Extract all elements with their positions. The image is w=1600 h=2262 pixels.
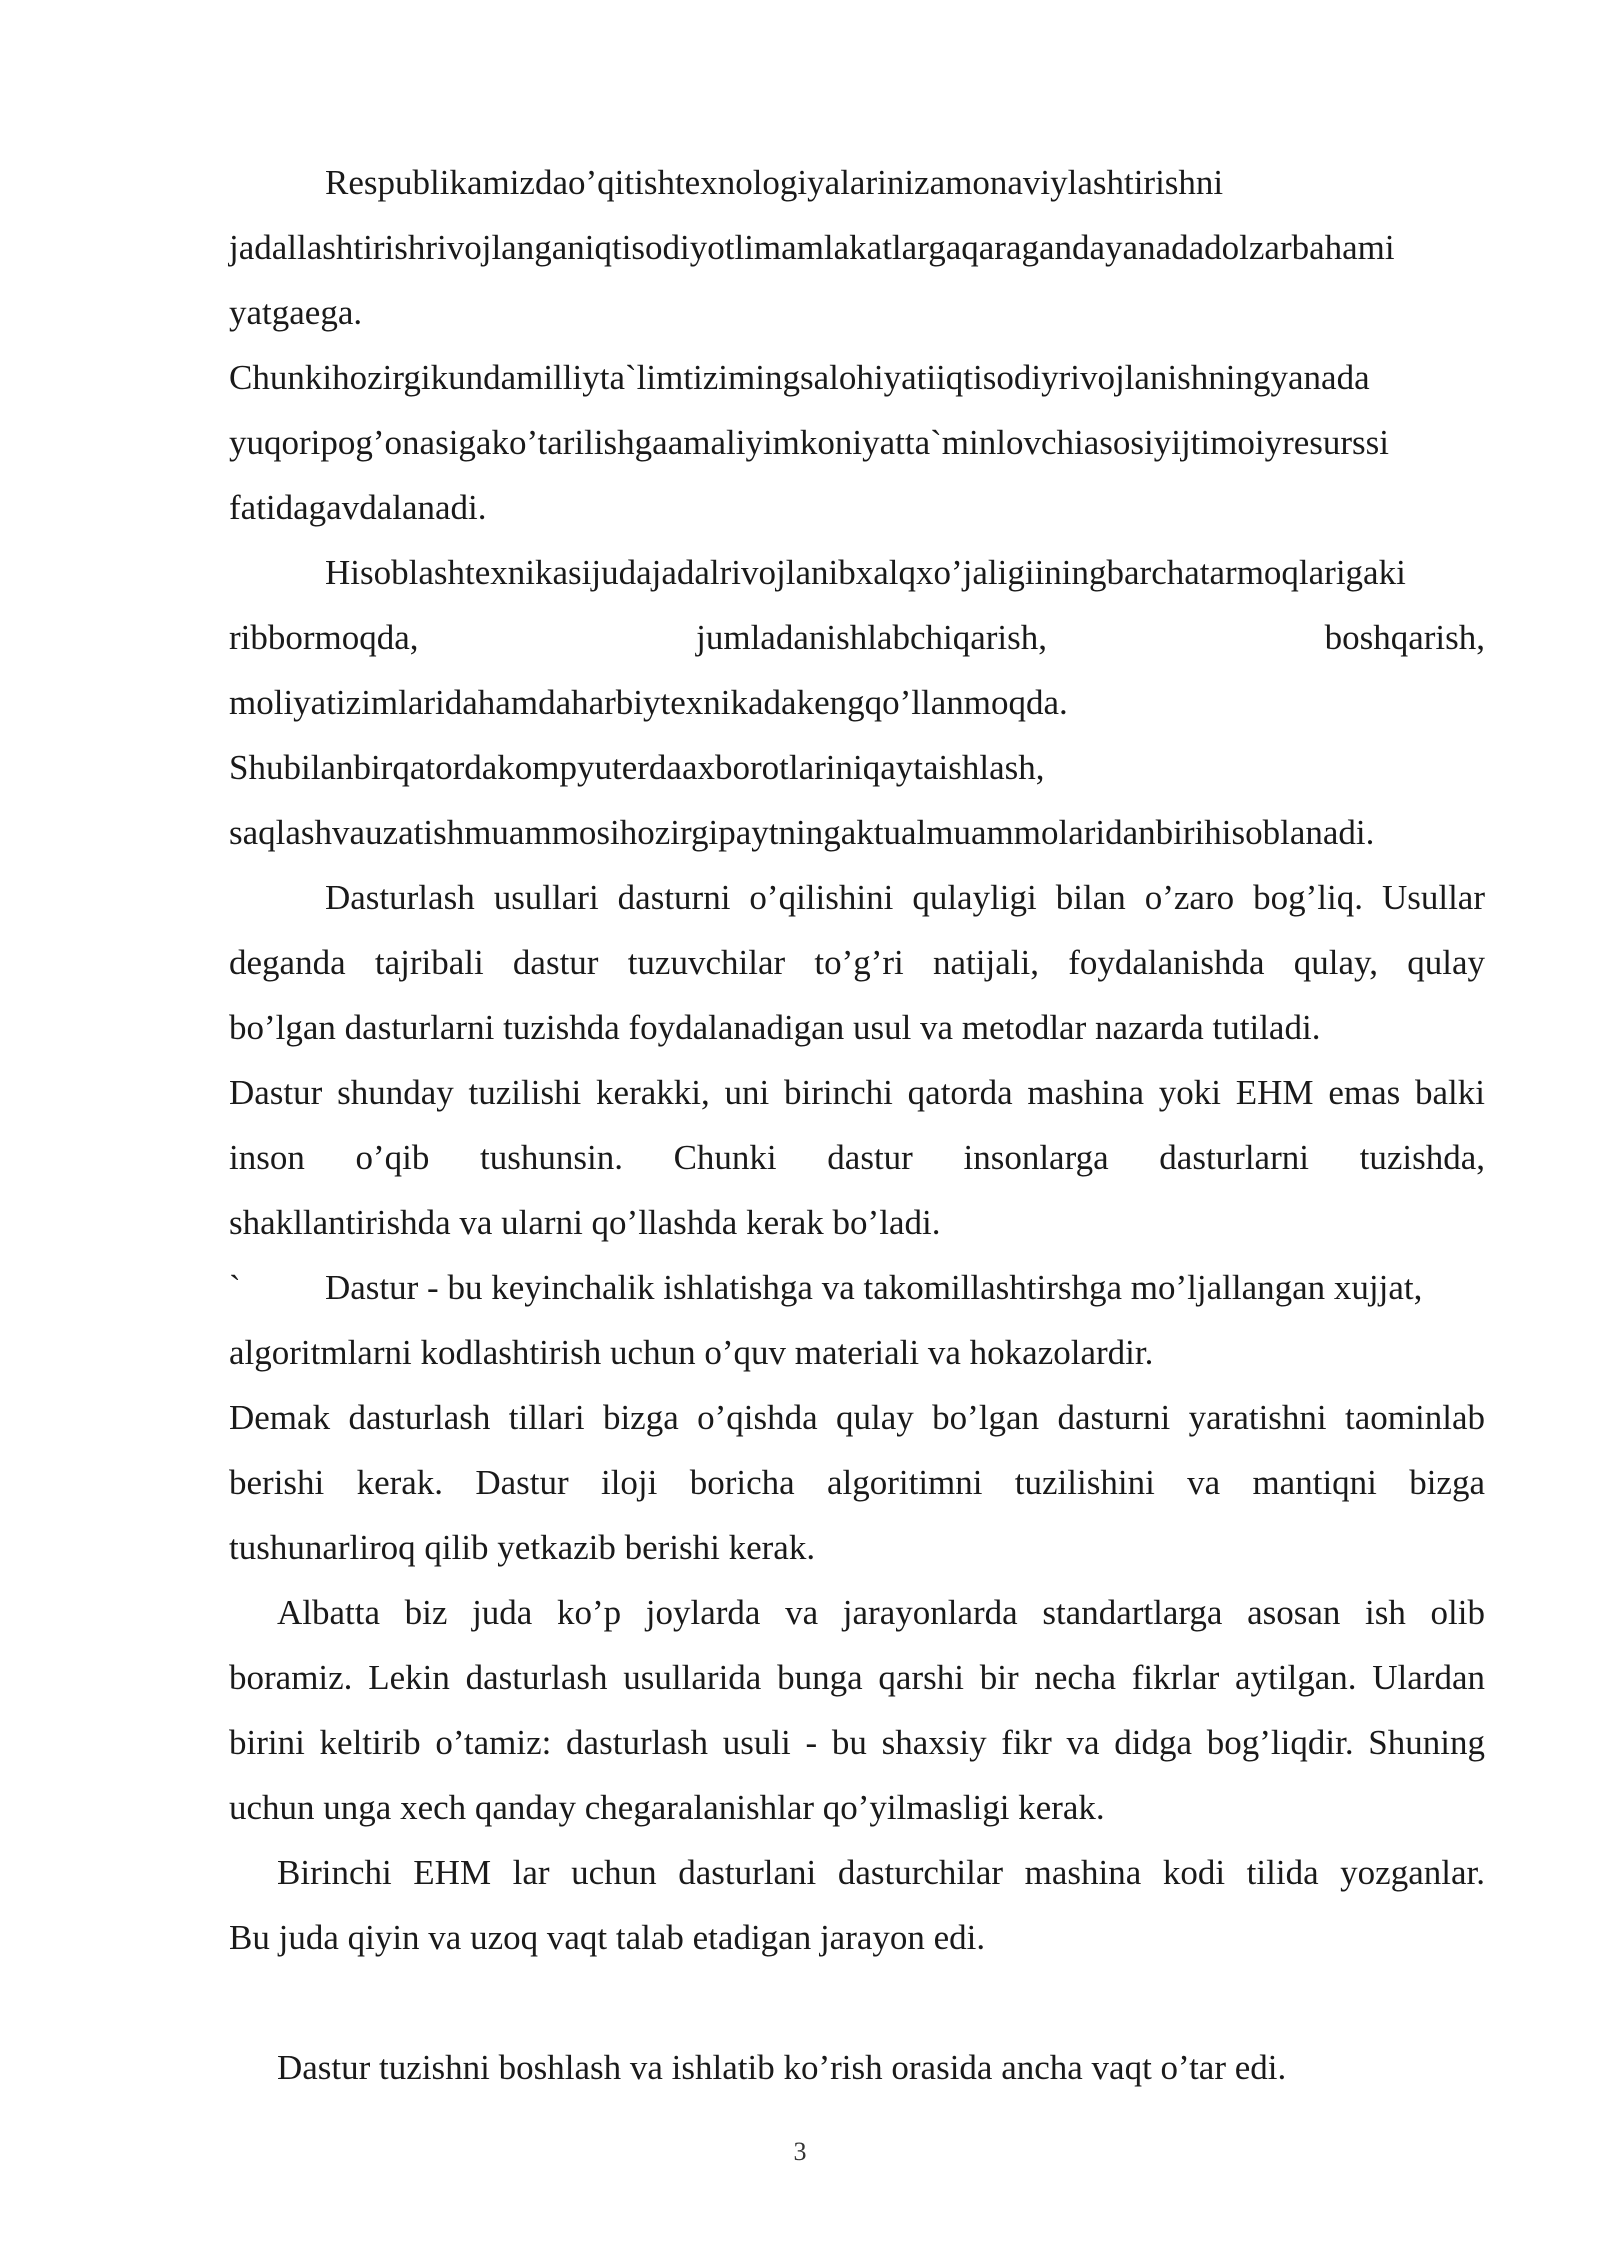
text-line: Dastur shunday tuzilishi kerakki, uni birinchi qatorda mashina yoki EHM emas balki [229, 1073, 1485, 1112]
text-line: Demak dasturlash tillari bizga o’qishda qulay bo’lgan dasturni yaratishni taominlab [229, 1398, 1485, 1437]
text-line: Birinchi EHM lar uchun dasturlani dasturchilar mashina kodi tilida yozganlar. [277, 1853, 1485, 1892]
text-line: algoritmlarni kodlashtirish uchun o’quv materiali va hokazolardir. [229, 1333, 1154, 1372]
text-line: jadallashtirishrivojlanganiqtisodiyotlimamlakatlargaqaragandayanadadolzarbahami [229, 228, 1395, 267]
text-line: bo’lgan dasturlarni tuzishda foydalanadigan usul va metodlar nazarda tutiladi. [229, 1008, 1321, 1047]
text-line: deganda tajribali dastur tuzuvchilar to’g’ri natijali, foydalanishda qulay, qulay [229, 943, 1485, 982]
text-line: tushunarliroq qilib yetkazib berishi kerak. [229, 1528, 816, 1567]
text-line: fatidagavdalanadi. [229, 488, 487, 527]
text-line: saqlashvauzatishmuammosihozirgipaytningaktualmuammolaridanbirihisoblanadi. [229, 813, 1375, 852]
text-line: yatgaega. [229, 293, 363, 332]
text-line: ribbormoqda, jumladanishlabchiqarish, boshqarish, [229, 618, 1485, 657]
text-line: Hisoblashtexnikasijudajadalrivojlanibxalqxo’jaligiiningbarchatarmoqlarigaki [325, 553, 1406, 592]
text-line: inson o’qib tushunsin. Chunki dastur insonlarga dasturlarni tuzishda, [229, 1138, 1485, 1177]
text-line: uchun unga xech qanday chegaralanishlar qo’yilmasligi kerak. [229, 1788, 1105, 1827]
text-line: berishi kerak. Dastur iloji boricha algoritimni tuzilishini va mantiqni bizga [229, 1463, 1485, 1502]
text-line: moliyatizimlaridahamdaharbiytexnikadakengqo’llanmoqda. [229, 683, 1068, 722]
text-line: Bu juda qiyin va uzoq vaqt talab etadigan jarayon edi. [229, 1918, 986, 1957]
text-line: Respublikamizdao’qitishtexnologiyalarinizamonaviylashtirishni [325, 163, 1224, 202]
text-line: Shubilanbirqatordakompyuterdaaxborotlariniqaytaishlash, [229, 748, 1045, 787]
paragraph-gap [229, 1970, 1485, 2035]
text-line: Chunkihozirgikundamilliyta`limtizimingsalohiyatiiqtisodiyrivojlanishningyanada [229, 358, 1370, 397]
text-line-with-mark [229, 1255, 1485, 1320]
page-number: 3 [793, 2137, 807, 2166]
text-line: Dastur - bu keyinchalik ishlatishga va takomillashtirshga mo’ljallangan xujjat, [325, 1268, 1423, 1307]
text-line: birini keltirib o’tamiz: dasturlash usuli - bu shaxsiy fikr va didga bog’liqdir. Shuning [229, 1723, 1485, 1762]
text-line: shakllantirishda va ularni qo’llashda kerak bo’ladi. [229, 1203, 941, 1242]
text-line: boramiz. Lekin dasturlash usullarida bunga qarshi bir necha fikrlar aytilgan. Ulardan [229, 1658, 1485, 1697]
text-line: yuqoripog’onasigako’tarilishgaamaliyimkoniyatta`minlovchiasosiyijtimoiyresurssi [229, 423, 1390, 462]
text-line: Dasturlash usullari dasturni o’qilishini qulayligi bilan o’zaro bog’liq. Usullar [325, 878, 1485, 917]
stray-backtick-mark: ` [229, 1268, 241, 1307]
text-line: Dastur tuzishni boshlash va ishlatib ko’rish orasida ancha vaqt o’tar edi. [277, 2048, 1287, 2087]
body-text [229, 150, 1485, 2100]
text-line: Albatta biz juda ko’p joylarda va jarayonlarda standartlarga asosan ish olib [277, 1593, 1485, 1632]
